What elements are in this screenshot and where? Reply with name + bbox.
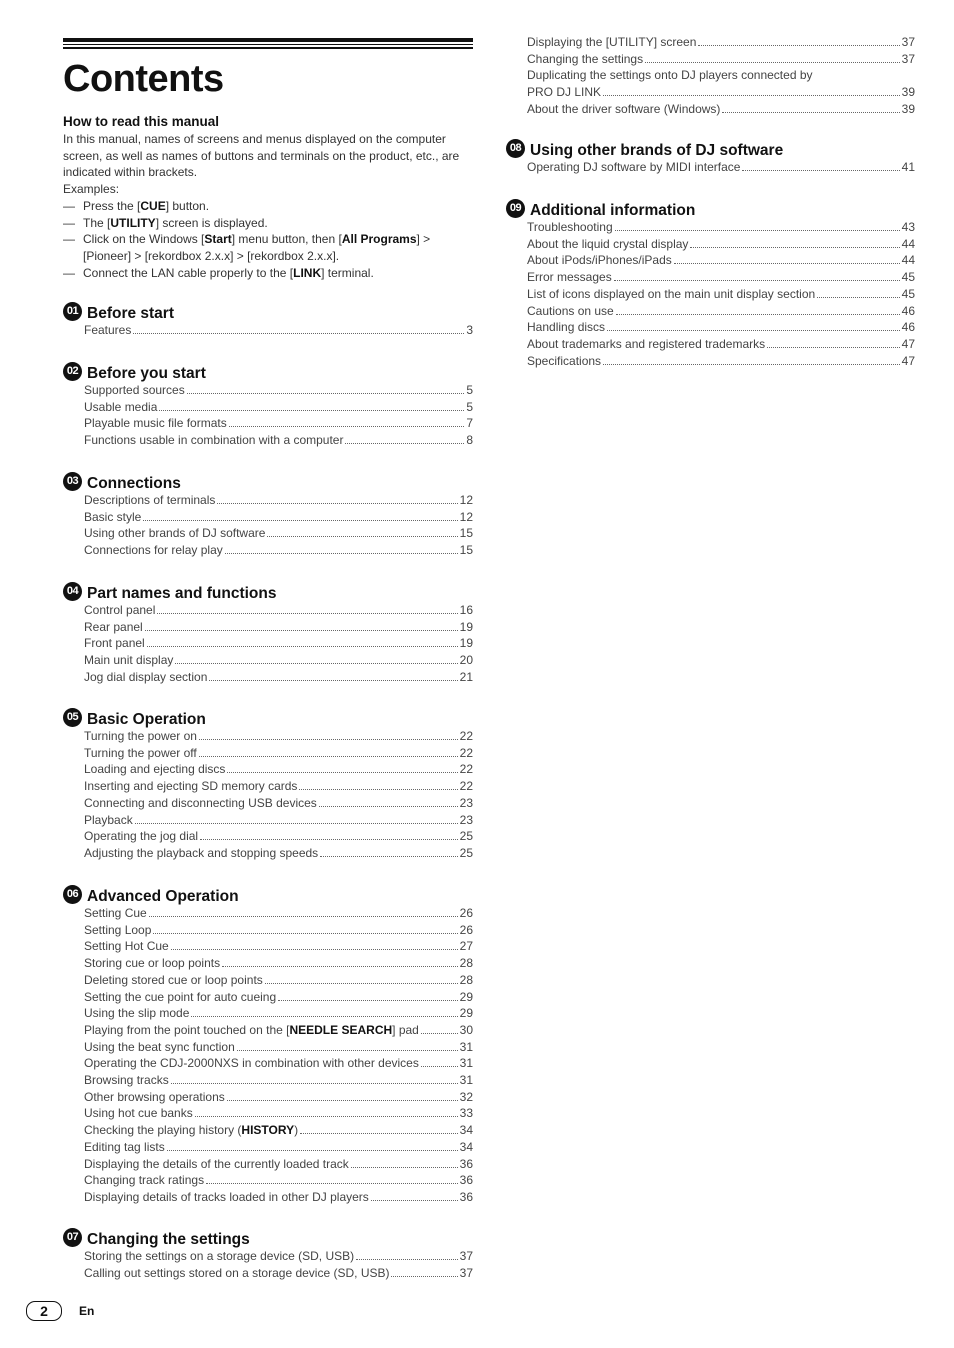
section-02 <box>63 362 473 449</box>
toc-entry-title: Playing from the point touched on the [NEEDLE SEARCH] pad <box>84 1022 419 1037</box>
toc-entry[interactable] <box>506 286 915 303</box>
toc-entry-title: Setting Hot Cue <box>84 939 169 954</box>
toc-entry-title: Rear panel <box>84 619 143 634</box>
toc-entry[interactable] <box>63 1039 473 1056</box>
leader-dots <box>345 443 464 444</box>
toc-entry-title: Checking the playing history (HISTORY) <box>84 1123 299 1138</box>
toc-entry-title: Usable media <box>84 399 158 414</box>
toc-entry-title: Descriptions of terminals <box>84 493 216 507</box>
section-heading <box>506 199 915 219</box>
toc-entry-title: Specifications <box>527 353 602 368</box>
chapter-number-badge: 08 <box>506 139 525 158</box>
how-to-read-heading: How to read this manual <box>63 114 220 129</box>
toc-entry[interactable] <box>63 1156 473 1173</box>
section-06 <box>63 885 473 1206</box>
section-heading <box>63 708 473 728</box>
toc-page-number: 39 <box>901 101 915 116</box>
toc-entry[interactable] <box>506 303 915 320</box>
toc-page-number: 23 <box>459 812 473 827</box>
toc-page-number: 41 <box>901 160 915 174</box>
page-number: 2 <box>26 1301 62 1321</box>
toc-entry-title: Features <box>84 323 132 337</box>
toc-page-number: 22 <box>459 745 473 760</box>
chapter-title[interactable]: Additional information <box>530 202 696 219</box>
leader-dots <box>742 170 899 171</box>
toc-entry-title: Using the beat sync function <box>84 1039 235 1054</box>
leader-dots <box>195 1116 458 1117</box>
title-rule-thin <box>63 44 473 45</box>
toc-entry[interactable] <box>63 525 473 542</box>
toc-entry-title: Storing cue or loop points <box>84 956 221 971</box>
toc-page-number: 8 <box>466 433 473 448</box>
toc-page-number: 12 <box>459 493 473 507</box>
toc-page-number: 25 <box>459 845 473 860</box>
chapter-title[interactable]: Advanced Operation <box>87 888 239 905</box>
leader-dots <box>371 1200 458 1201</box>
leader-dots <box>229 426 465 427</box>
toc-entry[interactable] <box>63 812 473 829</box>
toc-entry[interactable] <box>506 319 915 336</box>
leader-dots <box>391 1276 457 1277</box>
leader-dots <box>222 966 458 967</box>
toc-page-number: 37 <box>901 35 915 49</box>
toc-entry[interactable] <box>527 34 915 51</box>
leader-dots <box>319 806 458 807</box>
chapter-number-badge: 05 <box>63 708 82 727</box>
toc-entry-title: About the liquid crystal display <box>527 236 689 251</box>
toc-entry[interactable] <box>63 905 473 922</box>
leader-dots <box>607 330 900 331</box>
leader-dots <box>135 823 458 824</box>
leader-dots <box>698 45 899 46</box>
toc-entry[interactable] <box>63 1005 473 1022</box>
toc-page-number: 15 <box>459 543 473 558</box>
leader-dots <box>157 613 457 614</box>
section-heading <box>63 472 473 492</box>
toc-entry-title: List of icons displayed on the main unit display section <box>527 286 816 301</box>
toc-page-number: 5 <box>466 383 473 397</box>
leader-dots <box>199 739 458 740</box>
toc-entry-title: Connections for relay play <box>84 543 223 558</box>
toc-entry[interactable] <box>506 236 915 253</box>
example-1: — Press the [CUE] button. <box>63 198 210 213</box>
section-heading <box>63 362 473 382</box>
toc-page-number: 31 <box>459 1056 473 1071</box>
toc-page-number: 29 <box>459 1006 473 1021</box>
toc-entry-title: Adjusting the playback and stopping speeds <box>84 845 319 860</box>
leader-dots <box>171 1083 458 1084</box>
toc-page-number: 19 <box>459 636 473 651</box>
toc-entry-title: Deleting stored cue or loop points <box>84 972 263 987</box>
leader-dots <box>171 949 458 950</box>
title-rule-thick <box>63 38 473 42</box>
toc-entry-title: Browsing tracks <box>84 1073 169 1088</box>
leader-dots <box>300 1133 458 1134</box>
toc-entry[interactable] <box>506 252 915 269</box>
toc-page-number: 44 <box>901 236 915 251</box>
toc-page-number: 20 <box>459 653 473 668</box>
leader-dots <box>616 314 900 315</box>
toc-page-number: 5 <box>466 399 473 414</box>
toc-page-number: 32 <box>459 1089 473 1104</box>
toc-entry-title: Supported sources <box>84 383 185 397</box>
toc-entry[interactable] <box>63 1089 473 1106</box>
how-to-read-paragraph: In this manual, names of screens and menus displayed on the computer screen, as well as names of buttons and terminals on the product, etc., are indicated within brackets. <box>63 132 460 180</box>
toc-entry-title: Displaying details of tracks loaded in other DJ players <box>84 1189 369 1204</box>
toc-entry[interactable] <box>63 795 473 812</box>
toc-entry[interactable] <box>506 353 915 370</box>
toc-entry[interactable] <box>63 938 473 955</box>
chapter-title[interactable]: Basic Operation <box>87 711 206 728</box>
toc-page-number: 39 <box>901 85 915 100</box>
toc-page-number: 44 <box>901 253 915 268</box>
how-to-read-block <box>63 114 478 281</box>
leader-dots <box>206 1183 458 1184</box>
toc-entry-title: Setting Cue <box>84 906 147 920</box>
leader-dots <box>351 1167 458 1168</box>
chapter-number-badge: 06 <box>63 885 82 904</box>
toc-entry-title: About the driver software (Windows) <box>527 101 721 116</box>
leader-dots <box>217 503 457 504</box>
toc-entry-title: Operating the CDJ-2000NXS in combination with other devices <box>84 1056 419 1071</box>
toc-entry[interactable] <box>63 955 473 972</box>
toc-entry-title: Jog dial display section <box>84 669 208 684</box>
chapter-number-badge: 09 <box>506 199 525 218</box>
leader-dots <box>267 536 457 537</box>
toc-entry[interactable]: Duplicating the settings onto DJ players connected by <box>527 68 813 83</box>
toc-entry[interactable] <box>63 542 473 559</box>
toc-entry[interactable] <box>506 159 915 176</box>
toc-entry[interactable] <box>63 509 473 526</box>
leader-dots <box>767 347 900 348</box>
toc-entry-title: Connecting and disconnecting USB devices <box>84 795 317 810</box>
toc-page-number: 7 <box>466 416 473 431</box>
leader-dots <box>299 789 457 790</box>
example-3: — Click on the Windows [Start] menu button, then [All Programs] > [Pioneer] > [rekordbox 2.x.x] > [rekordbox 2.x.x]. <box>63 232 431 263</box>
toc-entry-title: Error messages <box>527 270 612 285</box>
leader-dots <box>722 112 899 113</box>
leader-dots <box>674 263 900 264</box>
toc-page-number: 47 <box>901 353 915 368</box>
leader-dots <box>143 520 457 521</box>
toc-page-number: 19 <box>459 619 473 634</box>
toc-entry-title: Using other brands of DJ software <box>84 526 266 541</box>
toc-entry[interactable] <box>63 845 473 862</box>
section-heading <box>63 1228 473 1248</box>
toc-page-number: 3 <box>466 323 473 337</box>
toc-entry[interactable] <box>63 669 473 686</box>
toc-entry[interactable] <box>63 1139 473 1156</box>
toc-entry[interactable] <box>63 1189 473 1206</box>
toc-entry[interactable] <box>63 761 473 778</box>
toc-entry[interactable] <box>63 1122 473 1139</box>
chapter-title[interactable]: Connections <box>87 475 181 492</box>
toc-entry-title: Setting the cue point for auto cueing <box>84 989 277 1004</box>
toc-entry[interactable] <box>63 382 473 399</box>
section-heading <box>63 582 473 602</box>
leader-dots <box>421 1066 458 1067</box>
leader-dots <box>690 247 899 248</box>
leader-dots <box>167 1150 458 1151</box>
toc-page-number: 45 <box>901 286 915 301</box>
toc-page-number: 25 <box>459 829 473 844</box>
toc-entry[interactable] <box>63 1172 473 1189</box>
toc-page-number: 34 <box>459 1139 473 1154</box>
toc-entry[interactable] <box>63 652 473 669</box>
leader-dots <box>278 1000 458 1001</box>
examples-label: Examples: <box>63 182 120 197</box>
toc-entry-title: Main unit display <box>84 653 174 668</box>
toc-entry-title: Storing the settings on a storage device (SD, USB) <box>84 1249 355 1263</box>
toc-entry[interactable] <box>63 728 473 745</box>
toc-entry[interactable] <box>506 219 915 236</box>
leader-dots <box>645 62 900 63</box>
toc-entry-title: Playback <box>84 812 133 827</box>
toc-entry-title: Changing the settings <box>527 51 644 66</box>
toc-entry-title: About iPods/iPhones/iPads <box>527 253 672 268</box>
page-title: Contents <box>63 58 224 100</box>
toc-entry-title: Inserting and ejecting SD memory cards <box>84 779 298 794</box>
section-04 <box>63 582 473 686</box>
section-07-continued <box>527 34 915 118</box>
leader-dots <box>191 1016 457 1017</box>
toc-entry[interactable] <box>63 972 473 989</box>
toc-entry[interactable] <box>63 778 473 795</box>
section-08 <box>506 139 915 176</box>
chapter-title[interactable]: Before you start <box>87 365 206 382</box>
leader-dots <box>603 364 900 365</box>
leader-dots <box>225 553 458 554</box>
leader-dots <box>187 393 465 394</box>
leader-dots <box>199 756 458 757</box>
toc-entry[interactable] <box>63 1055 473 1072</box>
toc-page-number: 45 <box>901 270 915 285</box>
leader-dots <box>200 839 458 840</box>
leader-dots <box>356 1259 458 1260</box>
leader-dots <box>147 646 458 647</box>
toc-entry-title: Handling discs <box>527 320 606 335</box>
toc-page-number: 36 <box>459 1156 473 1171</box>
toc-entry[interactable] <box>63 432 473 449</box>
chapter-title[interactable]: Changing the settings <box>87 1231 250 1248</box>
toc-page-number: 37 <box>459 1249 473 1263</box>
leader-dots <box>209 680 457 681</box>
toc-page-number: 43 <box>901 220 915 234</box>
section-03 <box>63 472 473 559</box>
chapter-title[interactable]: Before start <box>87 305 174 322</box>
toc-page-number: 34 <box>459 1123 473 1138</box>
toc-page-number: 22 <box>459 729 473 743</box>
toc-page-number: 30 <box>459 1022 473 1037</box>
toc-page-number: 23 <box>459 795 473 810</box>
toc-entry[interactable] <box>527 51 915 68</box>
toc-page-number: 28 <box>459 972 473 987</box>
example-4: — Connect the LAN cable properly to the [LINK] terminal. <box>63 265 374 280</box>
leader-dots <box>153 933 457 934</box>
toc-entry-title: Basic style <box>84 509 142 524</box>
toc-page-number: 46 <box>901 320 915 335</box>
toc-page-number: 47 <box>901 336 915 351</box>
toc-entry[interactable] <box>63 828 473 845</box>
toc-entry[interactable] <box>527 84 915 101</box>
toc-page-number: 26 <box>459 922 473 937</box>
toc-entry[interactable] <box>63 635 473 652</box>
toc-page-number: 46 <box>901 303 915 318</box>
toc-entry-title: Turning the power on <box>84 729 197 743</box>
leader-dots <box>817 297 899 298</box>
section-07 <box>63 1228 473 1281</box>
toc-page-number: 33 <box>459 1106 473 1121</box>
toc-page-number: 16 <box>459 603 473 617</box>
leader-dots <box>603 95 900 96</box>
section-01 <box>63 302 473 339</box>
leader-dots <box>265 983 458 984</box>
toc-page-number: 15 <box>459 526 473 541</box>
toc-entry-title: Using the slip mode <box>84 1006 190 1021</box>
toc-entry-title: PRO DJ LINK <box>527 85 602 100</box>
toc-page-number: 28 <box>459 956 473 971</box>
toc-page-number: 37 <box>459 1265 473 1280</box>
toc-page-number: 31 <box>459 1073 473 1088</box>
toc-entry[interactable] <box>63 1022 473 1039</box>
toc-entry[interactable] <box>506 336 915 353</box>
leader-dots <box>159 410 464 411</box>
toc-page-number: 36 <box>459 1189 473 1204</box>
chapter-title[interactable]: Using other brands of DJ software <box>530 142 784 159</box>
toc-entry-title: Other browsing operations <box>84 1089 225 1104</box>
toc-entry-title: Turning the power off <box>84 745 197 760</box>
toc-page-number: 22 <box>459 762 473 777</box>
toc-page-number: 36 <box>459 1173 473 1188</box>
section-09 <box>506 199 915 369</box>
chapter-title[interactable]: Part names and functions <box>87 585 277 602</box>
section-heading <box>63 885 473 905</box>
toc-entry[interactable] <box>527 101 915 118</box>
leader-dots <box>237 1050 458 1051</box>
toc-entry-title: Loading and ejecting discs <box>84 762 226 777</box>
toc-entry[interactable] <box>63 619 473 636</box>
toc-entry[interactable] <box>63 1072 473 1089</box>
toc-page-number: 37 <box>901 51 915 66</box>
section-05 <box>63 708 473 862</box>
toc-entry[interactable] <box>63 922 473 939</box>
chapter-number-badge: 02 <box>63 362 82 381</box>
toc-entry-title: Cautions on use <box>527 303 614 318</box>
leader-dots <box>320 856 457 857</box>
leader-dots <box>149 916 458 917</box>
toc-entry-title: Calling out settings stored on a storage device (SD, USB) <box>84 1265 390 1280</box>
leader-dots <box>614 280 900 281</box>
toc-entry-title: Displaying the details of the currently loaded track <box>84 1156 349 1171</box>
toc-entry[interactable] <box>63 399 473 416</box>
toc-page-number: 27 <box>459 939 473 954</box>
toc-entry-title: Operating DJ software by MIDI interface <box>527 160 741 174</box>
leader-dots <box>133 333 464 334</box>
toc-entry-title: Setting Loop <box>84 922 152 937</box>
toc-entry-title: Displaying the [UTILITY] screen <box>527 35 697 49</box>
toc-entry[interactable] <box>63 1248 473 1265</box>
toc-entry[interactable] <box>63 989 473 1006</box>
example-2: — The [UTILITY] screen is displayed. <box>63 215 268 230</box>
section-heading <box>63 302 473 322</box>
toc-entry[interactable] <box>63 602 473 619</box>
toc-entry-title: Changing track ratings <box>84 1173 205 1188</box>
leader-dots <box>615 230 900 231</box>
toc-page-number: 29 <box>459 989 473 1004</box>
leader-dots <box>227 1100 458 1101</box>
chapter-number-badge: 01 <box>63 302 82 321</box>
toc-entry-title: Playable music file formats <box>84 416 227 431</box>
toc-entry-title: Control panel <box>84 603 156 617</box>
toc-entry[interactable] <box>63 1265 473 1282</box>
toc-entry[interactable] <box>63 1105 473 1122</box>
toc-page-number: 22 <box>459 779 473 794</box>
leader-dots <box>421 1033 458 1034</box>
toc-page-number: 31 <box>459 1039 473 1054</box>
toc-entry[interactable] <box>63 322 473 339</box>
toc-entry-title: Editing tag lists <box>84 1139 165 1154</box>
toc-entry-title: Troubleshooting <box>527 220 613 234</box>
toc-page-number: 26 <box>459 906 473 920</box>
section-heading <box>506 139 915 159</box>
chapter-number-badge: 07 <box>63 1228 82 1247</box>
language-code: En <box>79 1304 95 1318</box>
title-rule-bottom <box>63 47 473 49</box>
chapter-number-badge: 03 <box>63 472 82 491</box>
chapter-number-badge: 04 <box>63 582 82 601</box>
toc-entry-title: Operating the jog dial <box>84 829 199 844</box>
toc-entry-title: Front panel <box>84 636 145 651</box>
leader-dots <box>175 663 457 664</box>
toc-entry[interactable] <box>63 492 473 509</box>
toc-page-number: 12 <box>459 509 473 524</box>
toc-entry[interactable] <box>63 415 473 432</box>
leader-dots <box>145 630 458 631</box>
toc-entry[interactable] <box>63 745 473 762</box>
toc-page-number: 21 <box>459 669 473 684</box>
toc-entry-title: About trademarks and registered trademarks <box>527 336 766 351</box>
toc-entry[interactable] <box>506 269 915 286</box>
toc-entry-title: Using hot cue banks <box>84 1106 193 1121</box>
leader-dots <box>227 772 457 773</box>
toc-entry-title: Functions usable in combination with a computer <box>84 433 344 448</box>
